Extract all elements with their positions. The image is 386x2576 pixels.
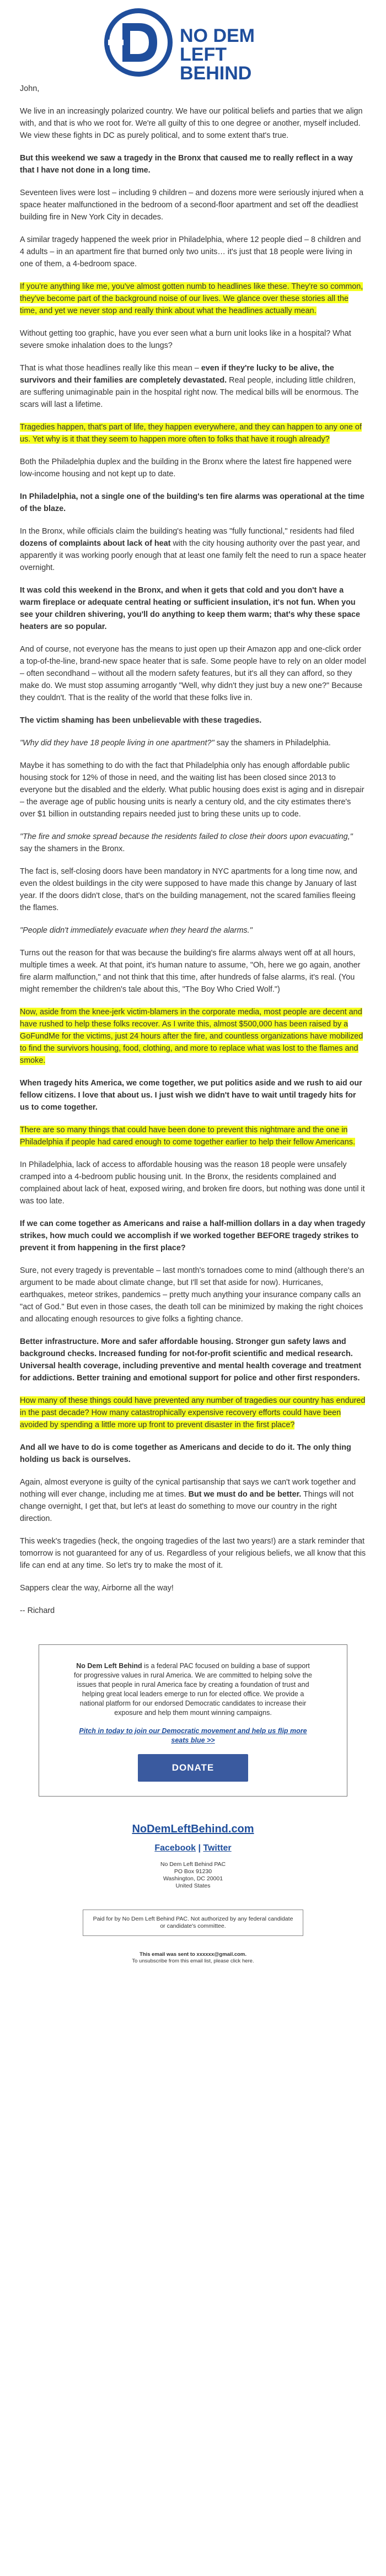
paragraph-16: Maybe it has something to do with the fact that Philadelphia only has enough affordable public housing stock for 12% of those in need, and the waiting list has been closed since 2013 to everyone but the disabled and the elderly. What public housing does exist is aging and in disrepair – the average age of public housing units is nearly a century old, and the city estimates there's over $1 billion in outstanding repairs needed just to bring these units up to code. xyxy=(20,761,364,819)
highlight-text: There are so many things that could have been done to prevent this nightmare and the one in Philadelphia if people had cared enough to come together earlier to help their fellow Americans. xyxy=(20,1126,355,1147)
text-run: say the shamers in the Bronx. xyxy=(20,845,125,853)
text-run: with the city housing authority over the past year, and apparently it was working poorly enough that at least one family felt the need to run a space heater overnight. xyxy=(20,539,366,572)
paragraph-3: Seventeen lives were lost – including 9 children – and dozens more were seriously injured when a space heater malfunctioned in the bedroom of a second-floor apartment and set off the deadliest building fire in New York City in decades. xyxy=(20,189,364,222)
text-run: Things will not change overnight, I get that, but let's at least do something to move our country in the right direction. xyxy=(20,1490,354,1523)
org-name: No Dem Left Behind xyxy=(76,1662,142,1670)
paragraph-24: In Philadelphia, lack of access to affordable housing was the reason 18 people were unsafely cramped into a 4-bedroom public housing unit. In the Bronx, the residents complained and complained about lack of heat, exposed wiring, and broken fire doors, but nothing was done until it was too late. xyxy=(20,1160,365,1206)
paragraph-15 xyxy=(20,737,366,749)
paragraph-20: Turns out the reason for that was because the building's fire alarms always went off at all hours, multiple times a week. At that point, it's human nature to assume, "Oh, here we go again, another fire alarm malfunction," and not think that this time, after hundreds of false alarms, it's real. (You might remember the children's tale about this, "The Boy Who Cried Wolf.") xyxy=(20,949,361,994)
social-links xyxy=(0,1843,386,1853)
highlight-text: Now, aside from the knee-jerk victim-blamers in the corporate media, most people are decent and have rushed to help these folks recover. As I write this, almost $500,000 has been raised by a GoFundMe for the victims, just 24 hours after the fire, and countless organizations have mobilized to find the survivors housing, food, clothing, and more to replace what was lost to the flames and smoke. xyxy=(20,1008,363,1065)
email-sent-note: This email was sent to xxxxxx@gmail.com. xyxy=(139,1951,247,1957)
paragraph-32: Sappers clear the way, Airborne all the way! xyxy=(20,1584,174,1593)
paragraph-23 xyxy=(20,1124,366,1148)
paragraph-17 xyxy=(20,831,366,855)
site-link[interactable]: NoDemLeftBehind.com xyxy=(132,1823,254,1835)
donate-button[interactable]: DONATE xyxy=(138,1754,248,1782)
text-run: In the Bronx, while officials claim the building's heating was "fully functional," residents had filed xyxy=(20,527,355,536)
paragraph-4: A similar tragedy happened the week prior in Philadelphia, where 12 people died – 8 children and 4 adults – in an apartment fire that burned only two units… it's just that 18 people were living in one of them, a 4-bedroom space. xyxy=(20,235,361,268)
signoff: -- Richard xyxy=(20,1606,55,1615)
paragraph-19: "People didn't immediately evacuate when they heard the alarms." xyxy=(20,926,253,935)
bold-text: even if they're lucky to be alive, the survivors and their families are completely devastated. xyxy=(20,364,334,385)
chip-in-paragraph xyxy=(72,1727,314,1745)
paragraph-10: In Philadelphia, not a single one of the building's ten fire alarms was operational at the time of the blaze. xyxy=(20,492,364,513)
paragraph-7 xyxy=(20,362,366,411)
logo[interactable] xyxy=(103,7,285,84)
text-run: say the shamers in Philadelphia. xyxy=(214,739,331,747)
logo-mark-icon xyxy=(103,7,174,78)
paragraph-29: And all we have to do is come together as Americans and decide to do it. The only thing holding us back is ourselves. xyxy=(20,1443,351,1464)
paragraph-6: Without getting too graphic, have you ever seen what a burn unit looks like in a hospital? What severe smoke inhalation does to the lungs? xyxy=(20,329,351,350)
paid-for-disclaimer: Paid for by No Dem Left Behind PAC. Not authorized by any federal candidate or candidate's committee. xyxy=(83,1910,303,1936)
letter-body xyxy=(0,83,386,1617)
italic-quote: "Why did they have 18 people living in one apartment?" xyxy=(20,739,215,747)
logo-wordmark xyxy=(180,26,285,83)
text-run: Real people, including little children, are suffering unimaginable pain in the hospital right now. The medical bills will be enormous. The scars will last a lifetime. xyxy=(20,376,359,409)
bold-text: Better infrastructure. xyxy=(20,1337,99,1346)
paragraph-11 xyxy=(20,525,366,574)
about-body: is a federal PAC focused on building a base of support for progressive values in rural America. We are committed to helping solve the issues that people in rural America face by creating a foundation of trust and helping great local leaders emerge to run for elected office. We provide a national platform for our endorsed Democratic candidates to increase their exposure and help them mount winning campaigns. xyxy=(74,1662,312,1717)
greeting: John, xyxy=(20,84,40,93)
facebook-link[interactable]: Facebook xyxy=(154,1843,196,1853)
text-run: That is what those headlines really like this mean – xyxy=(20,364,201,373)
paragraph-8 xyxy=(20,421,366,445)
chip-in-link[interactable]: Pitch in today to join our Democratic movement and help us flip more seats blue >> xyxy=(79,1727,307,1744)
paragraph-13: And of course, not everyone has the means to just open up their Amazon app and one-click order a top-of-the-line, brand-new space heater that is safe. Some people have to rely on an older model – often secondhand – without all the modern safety features, but it's all they can afford, so they make do. We must stop assuming arrogantly "Well, why didn't they just buy a new one?" Because they couldn't. That is the reality of the world that these folks live in. xyxy=(20,645,366,702)
logo-line-1: NO DEM xyxy=(180,25,255,46)
paragraph-25: If we can come together as Americans and raise a half-million dollars in a day when tragedy strikes, how much could we accomplish if we worked together BEFORE tragedy strikes to prevent it from happening in the first place? xyxy=(20,1219,366,1252)
twitter-link[interactable]: Twitter xyxy=(203,1843,232,1853)
paragraph-5 xyxy=(20,281,366,317)
unsubscribe-link[interactable]: To unsubscribe from this email list, please click here. xyxy=(132,1958,254,1964)
paragraph-21 xyxy=(20,1006,366,1067)
highlight-text: If you're anything like me, you've almost gotten numb to headlines like these. They're so common, they've become part of the background noise of our lives. We glance over these stories all the time, and yet we never stop and really think about what the headlines actually mean. xyxy=(20,282,363,315)
address-city: Washington, DC 20001 xyxy=(163,1875,223,1882)
paragraph-9: Both the Philadelphia duplex and the building in the Bronx where the latest fire happened were low-income housing and not kept up to date. xyxy=(20,458,352,478)
bold-text: But we must do and be better. xyxy=(188,1490,302,1499)
paragraph-26: Sure, not every tragedy is preventable – last month's tornadoes come to mind (although there's an argument to be made about climate change, but I'll set that aside for now). Hurricanes, earthquakes, meteor strikes, pandemics – pretty much anything your insurance company calls an "act of God." But even in those cases, the death toll can be minimized by making the right choices and allocating enough resources to give folks a fighting chance. xyxy=(20,1266,364,1324)
address-name: No Dem Left Behind PAC xyxy=(160,1861,226,1868)
highlight-text: Tragedies happen, that's part of life, they happen everywhere, and they can happen to any one of us. Yet why is it that they seem to happen more often to folks that have it rough already? xyxy=(20,423,362,444)
highlight-text: How many of these things could have prevented any number of tragedies our country has endured in the past decade? How many catastrophically expensive recovery efforts could have been avoided by spending a little more up front to prevent disaster in the first place? xyxy=(20,1396,366,1429)
address-country: United States xyxy=(175,1883,211,1889)
paragraph-1: We live in an increasingly polarized country. We have our political beliefs and parties that we align with, and that is who we root for. We're all guilty of this to one degree or another, myself included. We view these fights in DC as purely political, and to some extent that's true. xyxy=(20,107,363,140)
italic-quote: "The fire and smoke spread because the residents failed to close their doors upon evacuating," xyxy=(20,832,353,841)
logo-line-2: LEFT BEHIND xyxy=(180,44,252,84)
email-footer-notes xyxy=(0,1951,386,1965)
email-header xyxy=(0,0,386,83)
paragraph-27 xyxy=(20,1336,366,1384)
mailing-address xyxy=(0,1861,386,1890)
paragraph-22: When tragedy hits America, we come together, we put politics aside and we rush to aid our fellow citizens. I love that about us. I just wish we didn't have to wait until tragedy hits for us to come together. xyxy=(20,1079,362,1112)
paragraph-12: It was cold this weekend in the Bronx, and when it gets that cold and you don't have a warm fireplace or adequate central heating or sufficient insulation, it's not fun. When you see your children shivering, you'll do anything to keep them warm; that's why these space heaters are so popular. xyxy=(20,586,360,631)
paragraph-14: The victim shaming has been unbelievable with these tragedies. xyxy=(20,716,262,725)
bold-text: More and safer affordable housing. Stronger gun safety laws and background checks. Increased funding for not-for-profit scientific and medical research. Universal health coverage, including preventive and mental health coverage and treatment for addictions. Better training and emotional support for police and other first responders. xyxy=(20,1337,361,1383)
about-text xyxy=(72,1661,314,1718)
footer-box xyxy=(39,1644,347,1797)
text-run: Again, almost everyone is guilty of the cynical partisanship that says we can't work together and nothing will ever change, including me at times. xyxy=(20,1478,356,1499)
paragraph-28 xyxy=(20,1395,366,1431)
paragraph-30 xyxy=(20,1476,366,1525)
bold-text: dozens of complaints about lack of heat xyxy=(20,539,171,548)
paragraph-2: But this weekend we saw a tragedy in the Bronx that caused me to really reflect in a way that I have not done in a long time. xyxy=(20,154,353,175)
social-separator: | xyxy=(196,1843,203,1853)
address-box: PO Box 91230 xyxy=(174,1868,212,1875)
paragraph-31: This week's tragedies (heck, the ongoing tragedies of the last two years!) are a stark reminder that tomorrow is not guaranteed for any of us. Regardless of your religious beliefs, we all know that this life can end at any time. So let's try to make the most of it. xyxy=(20,1537,366,1570)
paragraph-18: The fact is, self-closing doors have been mandatory in NYC apartments for a long time now, and even the oldest buildings in the city were supposed to have made this change by January of last year. If the doors didn't close, that's on the building management, not the scared families fleeing the flames. xyxy=(20,867,357,912)
